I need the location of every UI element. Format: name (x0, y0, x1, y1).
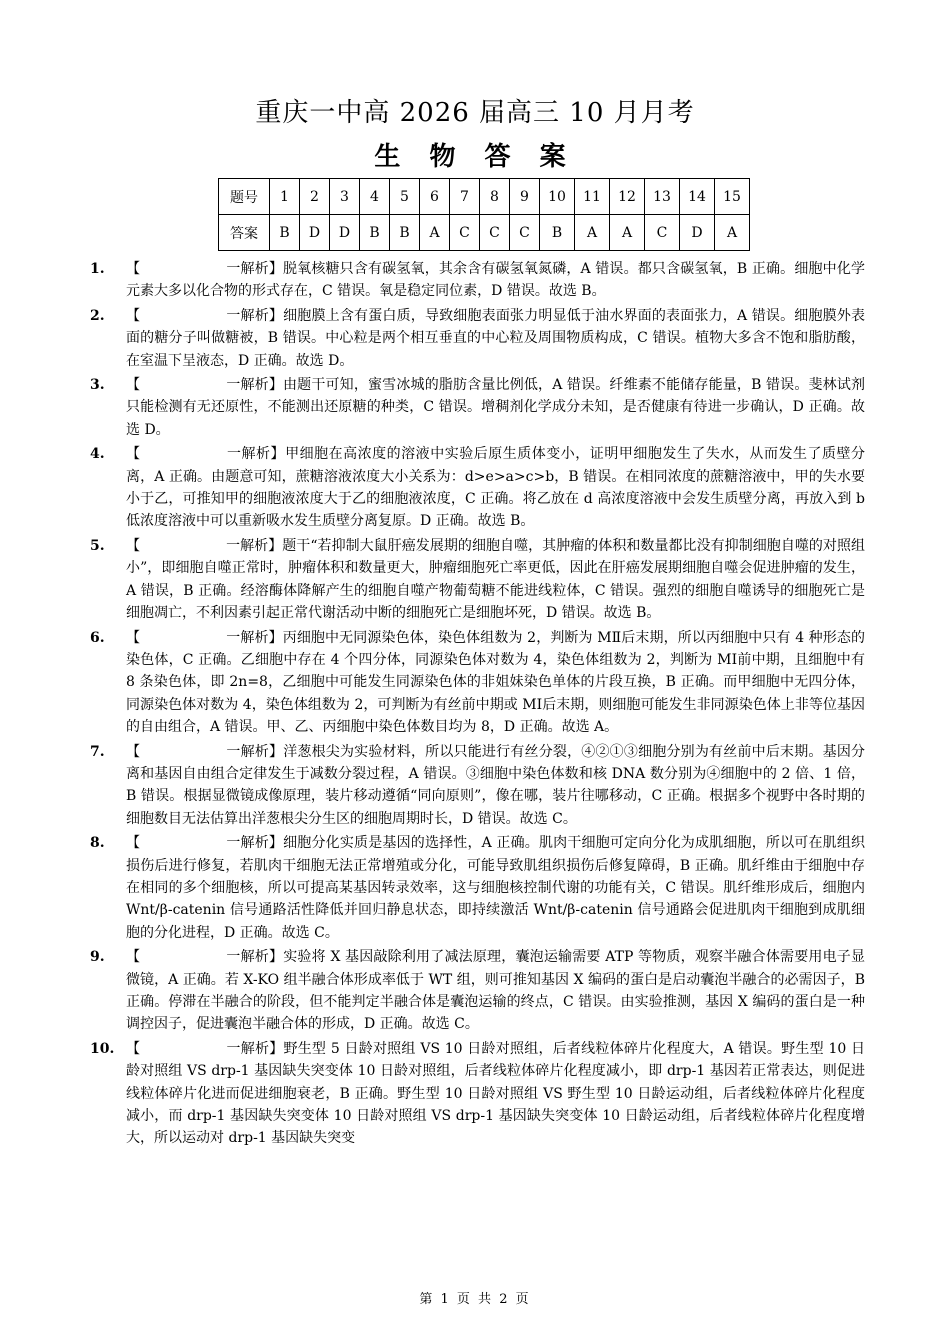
item-text: 实验将 X 基因敲除利用了减法原理，囊泡运输需要 ATP 等物质，观察半融合体需要用电子显微镜，A 正确。若 X-KO 组半融合体形成率低于 WT 组，则可推知基因 X 编码的蛋白是启动囊泡半融合的必需因子，B 正确。停滞在半融合的阶段，但不能判定半融合体是囊泡运输的终点，C 错误。由实验推测，基因 X 编码的蛋白是一种调控因子，促进囊泡半融合体的形成，D 正确。故选 C。 (126, 949, 866, 1033)
item-number: 4. (90, 446, 105, 463)
table-cell: B (540, 215, 575, 251)
table-cell: C (480, 215, 510, 251)
table-cell: 7 (450, 179, 480, 215)
item-tag: 一解析】 (226, 377, 284, 394)
item-tag: 一解析】 (226, 537, 283, 554)
table-cell: C (645, 215, 680, 251)
table-cell: A (715, 215, 750, 251)
item-text: 丙细胞中无同源染色体，染色体组数为 2，判断为 MⅡ后末期，所以丙细胞中只有 4 种形态的染色体，C 正确。乙细胞中存在 4 个四分体，同源染色体对数为 4，染色体组数为 2，判断为 MⅠ前中期，且细胞中有 8 条染色体，即 2n=8，乙细胞中可能发生同源染色体的非姐妹染色单体的片段互换，B 正确。而甲细胞中无四分体，同源染色体对数为 4，染色体组数为 2，可判断为有丝前中期或 MⅠ后末期，则细胞可能发生非同源染色体上非等位基因的自由组合，A 错误。甲、乙、丙细胞中染色体数目均为 8，D 正确。故选 A。 (126, 629, 866, 736)
table-cell: 1 (270, 179, 300, 215)
explanation-item (90, 832, 865, 944)
explanation-item (90, 258, 865, 303)
explanation-item (90, 443, 865, 533)
item-tag: 一解析】 (226, 1040, 284, 1057)
table-cell: C (450, 215, 480, 251)
item-text: 脱氧核糖只含有碳氢氧，其余含有碳氢氧氮磷，A 错误。都只含碳氢氧，B 正确。细胞中化学元素大多以化合物的形式存在，C 错误。氧是稳定同位素，D 错误。故选 B。 (126, 261, 866, 300)
table-cell: 4 (360, 179, 390, 215)
item-bracket: 【 (126, 261, 141, 277)
table-cell: D (330, 215, 360, 251)
explanation-item (90, 1038, 865, 1150)
table-cell: 8 (480, 179, 510, 215)
page-footer: 第 1 页 共 2 页 (419, 1292, 531, 1307)
explanation-item (90, 374, 865, 441)
item-bracket: 【 (126, 949, 141, 966)
item-text: 由题干可知，蜜雪冰城的脂肪含量比例低，A 错误。纤维素不能储存能量，B 错误。斐林试剂只能检测有无还原性，不能测出还原糖的种类，C 错误。增稠剂化学成分未知，是否健康有待进一步确认，D 正确。故选 D。 (126, 377, 866, 438)
item-number: 9. (90, 949, 105, 966)
explanation-item (90, 741, 865, 831)
explanation-item (90, 627, 865, 739)
item-bracket: 【 (126, 377, 141, 394)
item-number: 5. (90, 537, 105, 554)
table-cell: 10 (540, 179, 575, 215)
page-title: 重庆一中高 2026 届高三 10 月月考 (255, 98, 695, 128)
answer-table (218, 178, 750, 251)
item-text: 题干“若抑制大鼠肝癌发展期的细胞自噬，其肿瘤的体积和数量都比没有抑制细胞自噬的对照组小”，即细胞自噬正常时，肿瘤体积和数量更大，肿瘤细胞死亡率更低，因此在肝癌发展期细胞自噬会促进肿瘤的发生，A 错误，B 正确。经溶酶体降解产生的细胞自噬产物葡萄糖不能进线粒体，C 错误。强烈的细胞自噬诱导的细胞死亡是细胞凋亡，不利因素引起正常代谢活动中断的细胞死亡是细胞坏死，D 错误。故选 B。 (126, 537, 866, 622)
table-cell: 9 (510, 179, 540, 215)
table-row-label: 题号 (219, 179, 270, 215)
item-tag: 一解析】 (226, 446, 286, 463)
item-bracket: 【 (126, 537, 141, 554)
table-cell: 6 (420, 179, 450, 215)
item-tag: 一解析】 (226, 629, 283, 646)
table-cell: A (575, 215, 610, 251)
item-text: 野生型 5 日龄对照组 VS 10 日龄对照组，后者线粒体碎片化程度大，A 错误。野生型 10 日龄对照组 VS drp-1 基因缺失突变体 10 日龄对照组，后者线粒体碎片化程度减小，即 drp-1 基因若正常表达，则促进线粒体碎片化进而促进细胞衰老，B 正确。野生型 10 日龄对照组 VS 野生型 10 日龄运动组，后者线粒体碎片化程度减小，而 drp-1 基因缺失突变体 10 日龄对照组 VS drp-1 基因缺失突变体 10 日龄运动组，后者线粒体碎片化程度增大，所以运动对 drp-1 基因缺失突变 (126, 1040, 866, 1147)
table-cell: 2 (300, 179, 330, 215)
item-bracket: 【 (126, 446, 141, 463)
item-text: 细胞分化实质是基因的选择性，A 正确。肌肉干细胞可定向分化为成肌细胞，所以可在肌组织损伤后进行修复，若肌肉干细胞无法正常增殖或分化，可能导致肌组织损伤后修复障碍，B 正确。肌纤维由于细胞中存在相同的多个细胞核，所以可提高某基因转录效率，这与细胞核控制代谢的功能有关，C 错误。肌纤维形成后，细胞内 Wnt/β-catenin 信号通路活性降低并回归静息状态，即持续激活 Wnt/β-catenin 信号通路会促进肌肉干细胞到成肌细胞的分化进程，D 正确。故选 C。 (126, 835, 866, 941)
item-bracket: 【 (126, 307, 141, 324)
item-text: 洋葱根尖为实验材料，所以只能进行有丝分裂，④②①③细胞分别为有丝前中后末期。基因分离和基因自由组合定律发生于减数分裂过程，A 错误。③细胞中染色体数和核 DNA 数分别为④细胞中的 2 倍、1 倍，B 错误。根据显微镜成像原理，装片移动遵循“同向原则”，像在哪，装片往哪移动，C 正确。根据多个视野中各时期的细胞数目无法估算出洋葱根尖分生区的细胞周期时长，D 错误。故选 C。 (126, 743, 866, 827)
item-bracket: 【 (126, 835, 141, 852)
item-number: 10. (90, 1040, 115, 1057)
table-cell: D (680, 215, 715, 251)
table-cell: C (510, 215, 540, 251)
item-tag: 一解析】 (226, 307, 284, 324)
answer-table-row-numbers (219, 179, 750, 215)
item-number: 8. (90, 835, 105, 852)
item-number: 6. (90, 629, 105, 646)
item-tag: 一解析】 (226, 835, 284, 852)
item-number: 1. (90, 261, 105, 277)
table-row-label: 答案 (219, 215, 270, 251)
table-cell: 12 (610, 179, 645, 215)
table-cell: 13 (645, 179, 680, 215)
answer-table-row-answers (219, 215, 750, 251)
item-bracket: 【 (126, 629, 141, 646)
table-cell: 5 (390, 179, 420, 215)
item-text: 甲细胞在高浓度的溶液中实验后原生质体变小，证明甲细胞发生了失水，从而发生了质壁分离，A 正确。由题意可知，蔗糖溶液浓度大小关系为：d>e>a>c>b，B 错误。在相同浓度的蔗糖溶液中，甲的失水要小于乙，可推知甲的细胞液浓度大于乙的细胞液浓度，C 正确。将乙放在 d 高浓度溶液中会发生质壁分离，再放入到 b 低浓度溶液中可以重新吸水发生质壁分离复原。D 正确。故选 B。 (126, 446, 866, 530)
answer-explanations (90, 258, 865, 1152)
item-tag: 一解析】 (226, 743, 284, 760)
explanation-item (90, 946, 865, 1036)
table-cell: 11 (575, 179, 610, 215)
item-bracket: 【 (126, 743, 141, 760)
table-cell: 15 (715, 179, 750, 215)
table-cell: 14 (680, 179, 715, 215)
table-cell: A (420, 215, 450, 251)
explanation-item (90, 305, 865, 372)
table-cell: B (360, 215, 390, 251)
table-cell: A (610, 215, 645, 251)
table-cell: 3 (330, 179, 360, 215)
item-number: 2. (90, 307, 105, 324)
item-tag: 一解析】 (226, 261, 284, 277)
item-number: 3. (90, 377, 105, 394)
item-bracket: 【 (126, 1040, 141, 1057)
item-text: 细胞膜上含有蛋白质，导致细胞表面张力明显低于油水界面的表面张力，A 错误。细胞膜外表面的糖分子叫做糖被，B 错误。中心粒是两个相互垂直的中心粒及周围物质构成，C 错误。植物大多含不饱和脂肪酸，在室温下呈液态，D 正确。故选 D。 (126, 307, 866, 369)
explanation-item (90, 535, 865, 625)
table-cell: B (390, 215, 420, 251)
table-cell: B (270, 215, 300, 251)
item-number: 7. (90, 743, 105, 760)
table-cell: D (300, 215, 330, 251)
page-subtitle: 生 物 答 案 (374, 142, 576, 172)
item-tag: 一解析】 (226, 949, 284, 966)
